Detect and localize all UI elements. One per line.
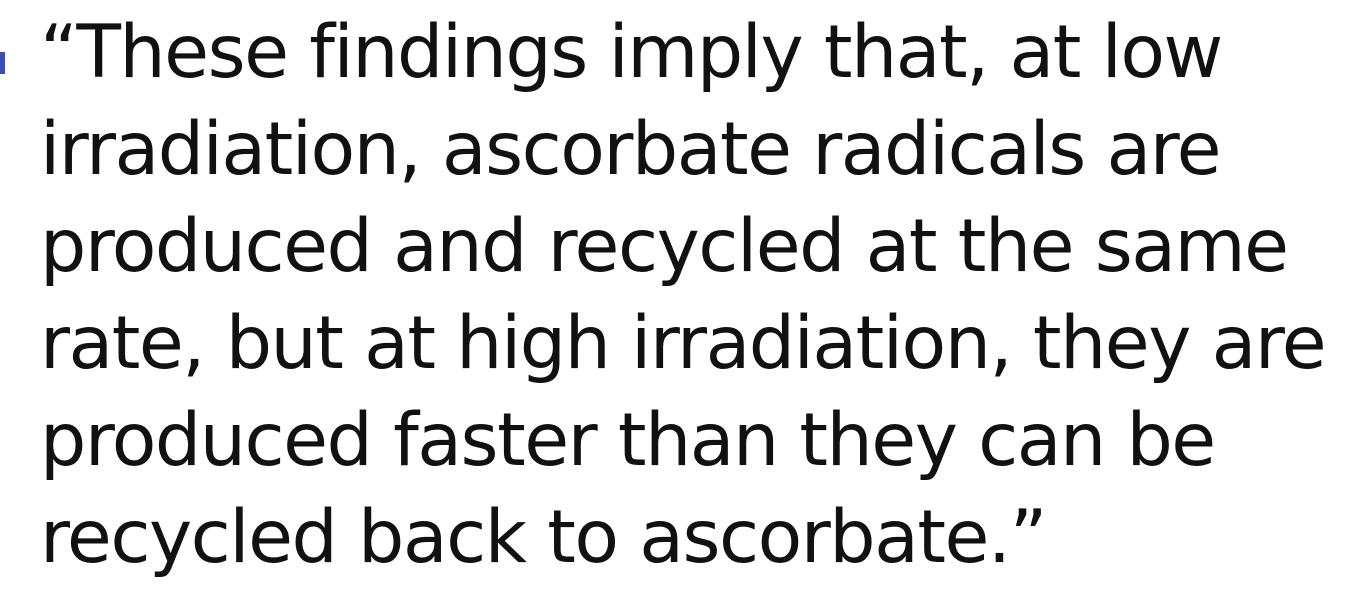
quote-line-5: produced faster than they can be [40,398,1215,483]
bullet-marker [0,52,5,74]
quote-line-3: produced and recycled at the same [40,204,1288,289]
quote-line-6: recycled back to ascorbate.” [40,495,1046,580]
quote-text [40,4,1365,586]
quote-line-2: irradiation, ascorbate radicals are [40,107,1221,192]
quote-line-4: rate, but at high irradiation, they are [40,301,1326,386]
quote-line-1: “These findings imply that, at low [40,10,1222,95]
